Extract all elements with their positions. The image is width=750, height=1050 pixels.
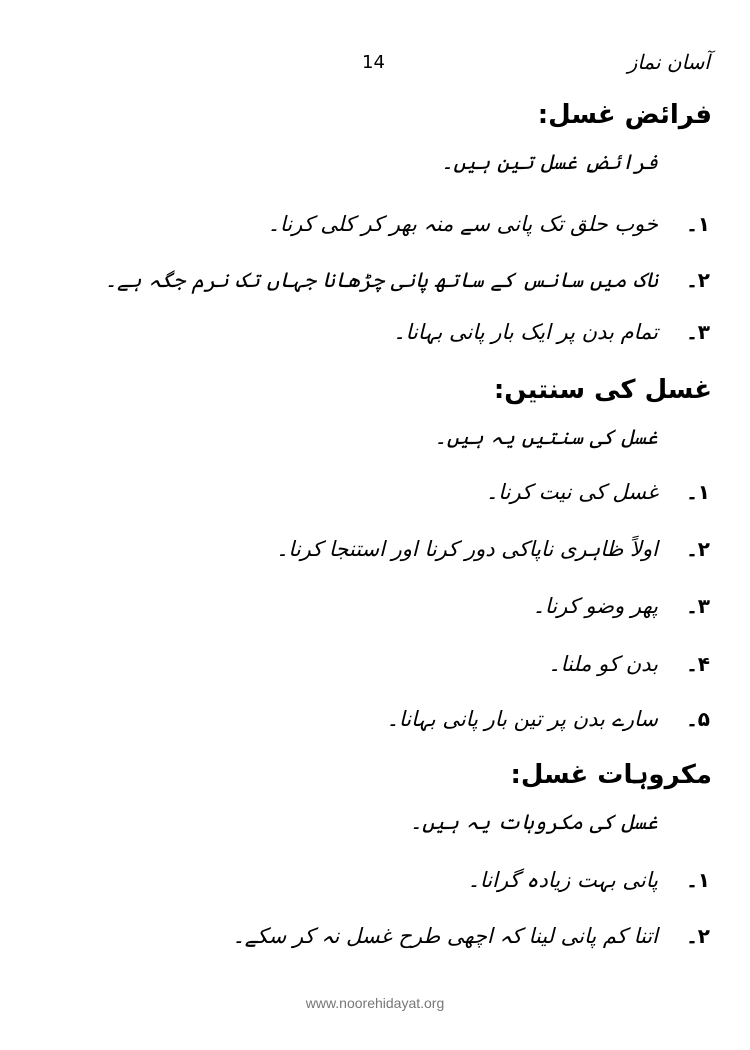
list-item <box>0 594 750 628</box>
list-item-text: ناک میں سانس کے ساتھ پانی چڑھانا جہاں تک نرم جگہ ہے۔ <box>104 268 658 292</box>
list-item-text: بدن کو ملنا۔ <box>548 652 658 676</box>
book-title: آسان نماز <box>627 50 710 74</box>
list-item-text: اتنا کم پانی لینا کہ اچھی طرح غسل نہ کر سکے۔ <box>232 924 658 948</box>
list-item-number: ۳۔ <box>686 594 710 618</box>
list-item-text: خوب حلق تک پانی سے منہ بھر کر کلی کرنا۔ <box>267 212 658 236</box>
list-item-number: ۳۔ <box>686 320 710 344</box>
list-item-number: ۲۔ <box>686 924 710 948</box>
list-item-text: پھر وضو کرنا۔ <box>532 594 658 618</box>
list-item <box>0 924 750 958</box>
list-item <box>0 268 750 302</box>
section-intro-faraiz: فرائضِ غسل تین ہیں۔ <box>441 150 658 174</box>
list-item-text: پانی بہت زیادہ گرانا۔ <box>467 868 658 892</box>
list-item-number: ۲۔ <box>686 537 710 561</box>
section-intro-makroohat: غسل کی مکروہات یہ ہیں۔ <box>409 810 658 834</box>
list-item <box>0 212 750 246</box>
section-heading-sunnatein: غسل کی سنتیں: <box>493 375 712 405</box>
section-heading-faraiz: فرائض غسل: <box>537 100 712 130</box>
list-item <box>0 868 750 902</box>
list-item-number: ۴۔ <box>686 652 710 676</box>
list-item <box>0 480 750 514</box>
list-item-number: ۲۔ <box>686 268 710 292</box>
footer-website: www.noorehidayat.org <box>305 995 445 1011</box>
list-item <box>0 537 750 571</box>
section-intro-sunnatein: غسل کی سنتیں یہ ہیں۔ <box>434 425 658 449</box>
page-number: 14 <box>362 52 385 73</box>
list-item-number: ۱۔ <box>686 868 710 892</box>
list-item-number: ۵۔ <box>686 707 710 731</box>
list-item-number: ۱۔ <box>686 480 710 504</box>
list-item-text: تمام بدن پر ایک بار پانی بہانا۔ <box>393 320 658 344</box>
list-item <box>0 707 750 741</box>
list-item-text: سارے بدن پر تین بار پانی بہانا۔ <box>386 707 658 731</box>
list-item-text: اولاً ظاہری ناپاکی دور کرنا اور استنجا کرنا۔ <box>276 537 658 561</box>
list-item <box>0 320 750 354</box>
list-item <box>0 652 750 686</box>
list-item-text: غسل کی نیت کرنا۔ <box>485 480 658 504</box>
section-heading-makroohat: مکروہات غسل: <box>510 760 712 790</box>
list-item-number: ۱۔ <box>686 212 710 236</box>
